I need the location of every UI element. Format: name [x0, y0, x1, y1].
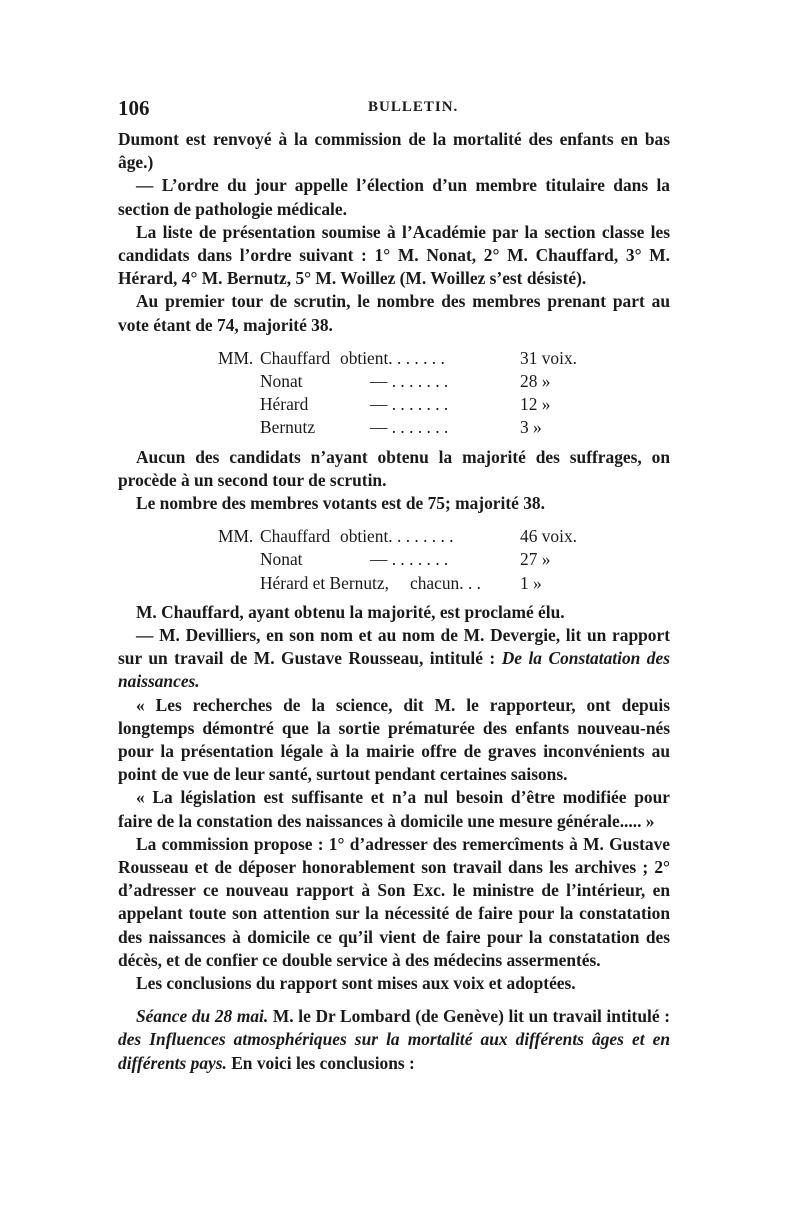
paragraph-13 [118, 1005, 670, 1075]
paragraph-3: La liste de présentation soumise à l’Académie par la section classe les candidats dans l’ordre suivant : 1° M. Nonat, 2° M. Chauffard, 3° M. Hérard, 4° M. Bernutz, 5° M. Woillez (M. Woillez s’est désisté). [118, 221, 670, 289]
paragraph-2: — L’ordre du jour appelle l’élection d’un membre titulaire dans la section de pathologie médicale. [118, 175, 670, 219]
vote-candidate: Chauffard [260, 347, 331, 368]
paragraph-7: M. Chauffard, ayant obtenu la majorité, est proclamé élu. [136, 601, 565, 622]
report-title: De la Constatation des naissances. [118, 648, 670, 692]
paragraph-5: Aucun des candidats n’ayant obtenu la majorité des suffrages, on procède à un second tour de scrutin. [118, 446, 670, 490]
page-header [118, 96, 670, 124]
vote-prefix [218, 370, 260, 393]
session-date: Séance du 28 mai. [136, 1006, 269, 1027]
page-number: 106 [118, 96, 150, 120]
vote-candidate: Chauffard [260, 526, 331, 547]
vote-row [218, 572, 598, 595]
vote-row [218, 416, 598, 439]
vote-candidate: Hérard et Bernutz, [260, 572, 389, 593]
vote-leader: obtient. . . . . . . . [340, 526, 454, 547]
vote-count: 12 » [520, 394, 551, 415]
vote-prefix [218, 393, 260, 416]
page-body [118, 128, 670, 1075]
vote-count: 1 » [520, 572, 542, 593]
vote-leader: chacun. . . [410, 572, 481, 593]
vote-row [218, 370, 598, 393]
vote-prefix [218, 548, 260, 571]
paragraph-4: Au premier tour de scrutin, le nombre des membres prenant part au vote étant de 74, majorité 38. [118, 291, 670, 335]
paragraph-8 [118, 624, 670, 694]
vote-prefix [218, 572, 260, 595]
vote-leader: — . . . . . . . [370, 417, 449, 438]
paragraph-12: Les conclusions du rapport sont mises aux voix et adoptées. [136, 973, 576, 993]
vote-candidate: Nonat [260, 549, 303, 570]
vote-prefix: MM. [218, 347, 254, 368]
paragraph-10: « La législation est suffisante et n’a nul besoin d’être modifiée pour faire de la constation des naissances à domicile une mesure générale..... » [118, 787, 670, 831]
vote-row [218, 393, 598, 416]
paragraph-11: La commission propose : 1° d’adresser des remercîments à M. Gustave Rousseau et de déposer honorablement son travail dans les archives ; 2° d’adresser ce nouveau rapport à Son Exc. le ministre de l’intérieur, en appelant toute son attention sur la nécessité de faire pour la constatation des naissances à domicile ce qu’il vient de faire pour la constatation des décès, et de confier ce double service à des médecins assermentés. [118, 833, 670, 970]
vote-leader: obtient. . . . . . . [340, 347, 445, 368]
vote-row [218, 347, 598, 370]
paragraph-13-end: En voici les conclusions : [226, 1052, 415, 1073]
vote-candidate: Nonat [260, 371, 303, 392]
vote-count: 31 voix. [520, 347, 578, 368]
paragraph-9: « Les recherches de la science, dit M. le rapporteur, ont depuis longtemps démontré que la sortie prématurée des enfants nouveau-nés pour la présentation légale à la mairie offre de graves inconvénients au point de vue de leur santé, surtout pendant certaines saisons. [118, 694, 670, 785]
vote-leader: — . . . . . . . [370, 549, 449, 570]
vote-prefix: MM. [218, 526, 254, 547]
vote-row [218, 548, 598, 571]
paragraph-6: Le nombre des membres votants est de 75; majorité 38. [136, 492, 545, 513]
paragraph-8-text: — M. Devilliers, en son nom et au nom de M. Devergie, lit un rapport sur un travail de M. Gustave Rousseau, intitulé : [118, 624, 670, 669]
vote-count: 3 » [520, 417, 542, 438]
work-title: des Influences atmosphériques sur la mortalité aux différents âges et en différents pays. [118, 1029, 670, 1073]
vote-table-second-round [218, 525, 598, 595]
paragraph-1: Dumont est renvoyé à la commission de la mortalité des enfants en bas âge.) [118, 129, 670, 173]
vote-count: 27 » [520, 549, 551, 570]
vote-leader: — . . . . . . . [370, 394, 449, 415]
vote-candidate: Bernutz [260, 417, 316, 438]
running-head: BULLETIN. [368, 99, 459, 115]
vote-leader: — . . . . . . . [370, 371, 449, 392]
vote-prefix [218, 416, 260, 439]
vote-table-first-round [218, 347, 598, 440]
vote-count: 46 voix. [520, 526, 578, 547]
paragraph-13-text: M. le Dr Lombard (de Genève) lit un travail intitulé : [268, 1006, 670, 1027]
vote-row [218, 525, 598, 548]
vote-candidate: Hérard [260, 394, 309, 415]
vote-count: 28 » [520, 371, 551, 392]
